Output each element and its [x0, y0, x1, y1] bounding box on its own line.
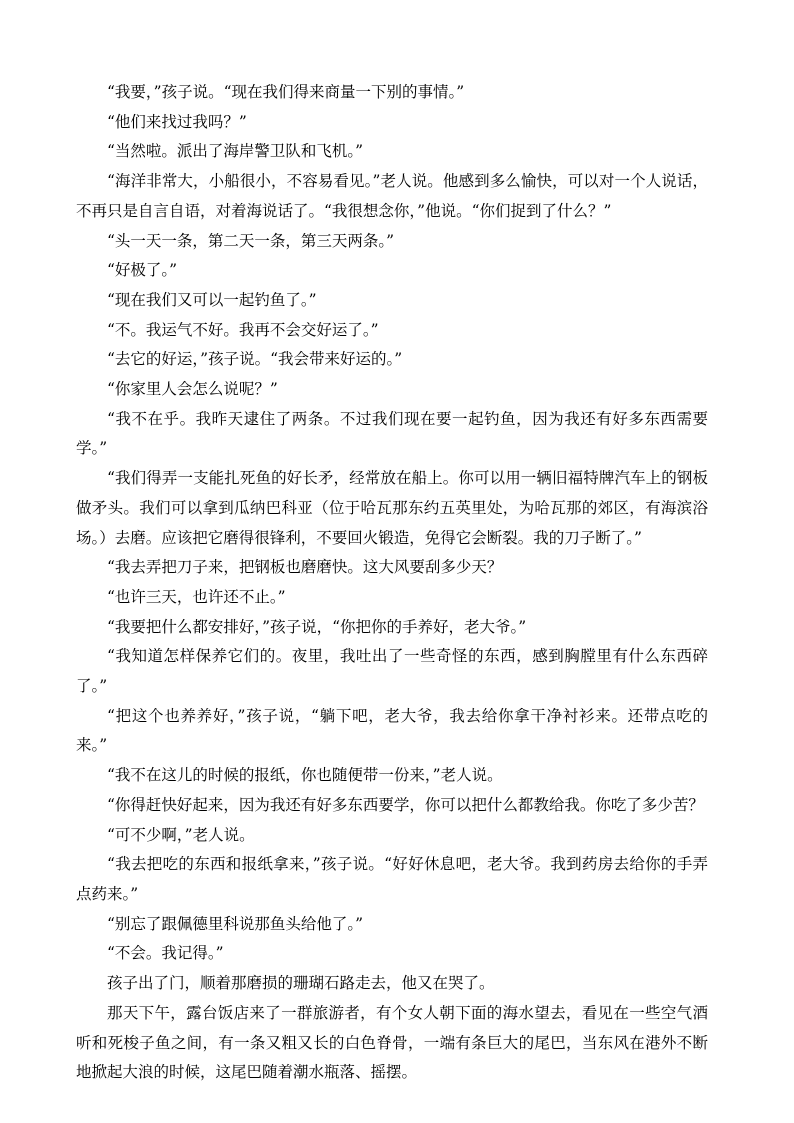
paragraph: “我们得弄一支能扎死鱼的好长矛，经常放在船上。你可以用一辆旧福特牌汽车上的钢板做矛头。我们可以拿到瓜纳巴科亚（位于哈瓦那东约五英里处，为哈瓦那的郊区，有海滨浴场。）去磨。应该把它磨得很锋利，不要回火锻造，免得它会断裂。我的刀子断了。” — [76, 469, 708, 547]
paragraph: “也许三天，也许还不止。” — [107, 587, 286, 606]
paragraph: “我知道怎样保养它们的。夜里，我吐出了一些奇怪的东西，感到胸膛里有什么东西碎了。” — [76, 647, 708, 696]
document-body — [76, 78, 708, 1088]
paragraph: “别忘了跟佩德里科说那鱼头给他了。” — [107, 914, 364, 933]
paragraph: “我要把什么都安排好，”孩子说，“你把你的手养好，老大爷。” — [107, 617, 527, 636]
paragraph: “现在我们又可以一起钓鱼了。” — [107, 290, 317, 309]
paragraph: “头一天一条，第二天一条，第三天两条。” — [107, 231, 395, 250]
paragraph: “他们来找过我吗？” — [107, 112, 247, 131]
paragraph: “你家里人会怎么说呢？” — [107, 380, 278, 399]
paragraph: “你得赶快好起来，因为我还有好多东西要学，你可以把什么都教给我。你吃了多少苦？ — [107, 795, 704, 814]
paragraph: “我不在乎。我昨天逮住了两条。不过我们现在要一起钓鱼，因为我还有好多东西需要学。” — [76, 409, 708, 458]
paragraph: “我要，”孩子说。“现在我们得来商量一下别的事情。” — [107, 83, 465, 101]
paragraph: “我去弄把刀子来，把钢板也磨磨快。这大风要刮多少天？ — [107, 558, 503, 577]
paragraph: “把这个也养养好，”孩子说，“躺下吧，老大爷，我去给你拿干净衬衫来。还带点吃的来。” — [76, 706, 708, 755]
paragraph: “不。我运气不好。我再不会交好运了。” — [107, 320, 379, 339]
paragraph: 那天下午，露台饭店来了一群旅游者，有个女人朝下面的海水望去，看见在一些空气酒听和死梭子鱼之间，有一条又粗又长的白色脊骨，一端有条巨大的尾巴，当东风在港外不断地掀起大浪的时候，这尾巴随着潮水瓶落、摇摆。 — [76, 1003, 708, 1082]
paragraph: “我去把吃的东西和报纸拿来，”孩子说。“好好休息吧，老大爷。我到药房去给你的手弄点药来。” — [76, 855, 708, 903]
paragraph: 孩子出了门，顺着那磨损的珊瑚石路走去，他又在哭了。 — [107, 974, 495, 993]
paragraph: “我不在这儿的时候的报纸，你也随便带一份来，”老人说。 — [107, 766, 503, 785]
paragraph: “不会。我记得。” — [107, 944, 224, 963]
paragraph: “去它的好运，”孩子说。“我会带来好运的。” — [107, 350, 403, 369]
paragraph: “海洋非常大，小船很小，不容易看见。”老人说。他感到多么愉快，可以对一个人说话，不再只是自言自语，对着海说话了。“我很想念你，”他说。“你们捉到了什么？” — [76, 172, 708, 220]
paragraph: “当然啦。派出了海岸警卫队和飞机。” — [107, 142, 364, 161]
paragraph: “可不少啊，”老人说。 — [107, 825, 255, 844]
paragraph: “好极了。” — [107, 261, 178, 280]
